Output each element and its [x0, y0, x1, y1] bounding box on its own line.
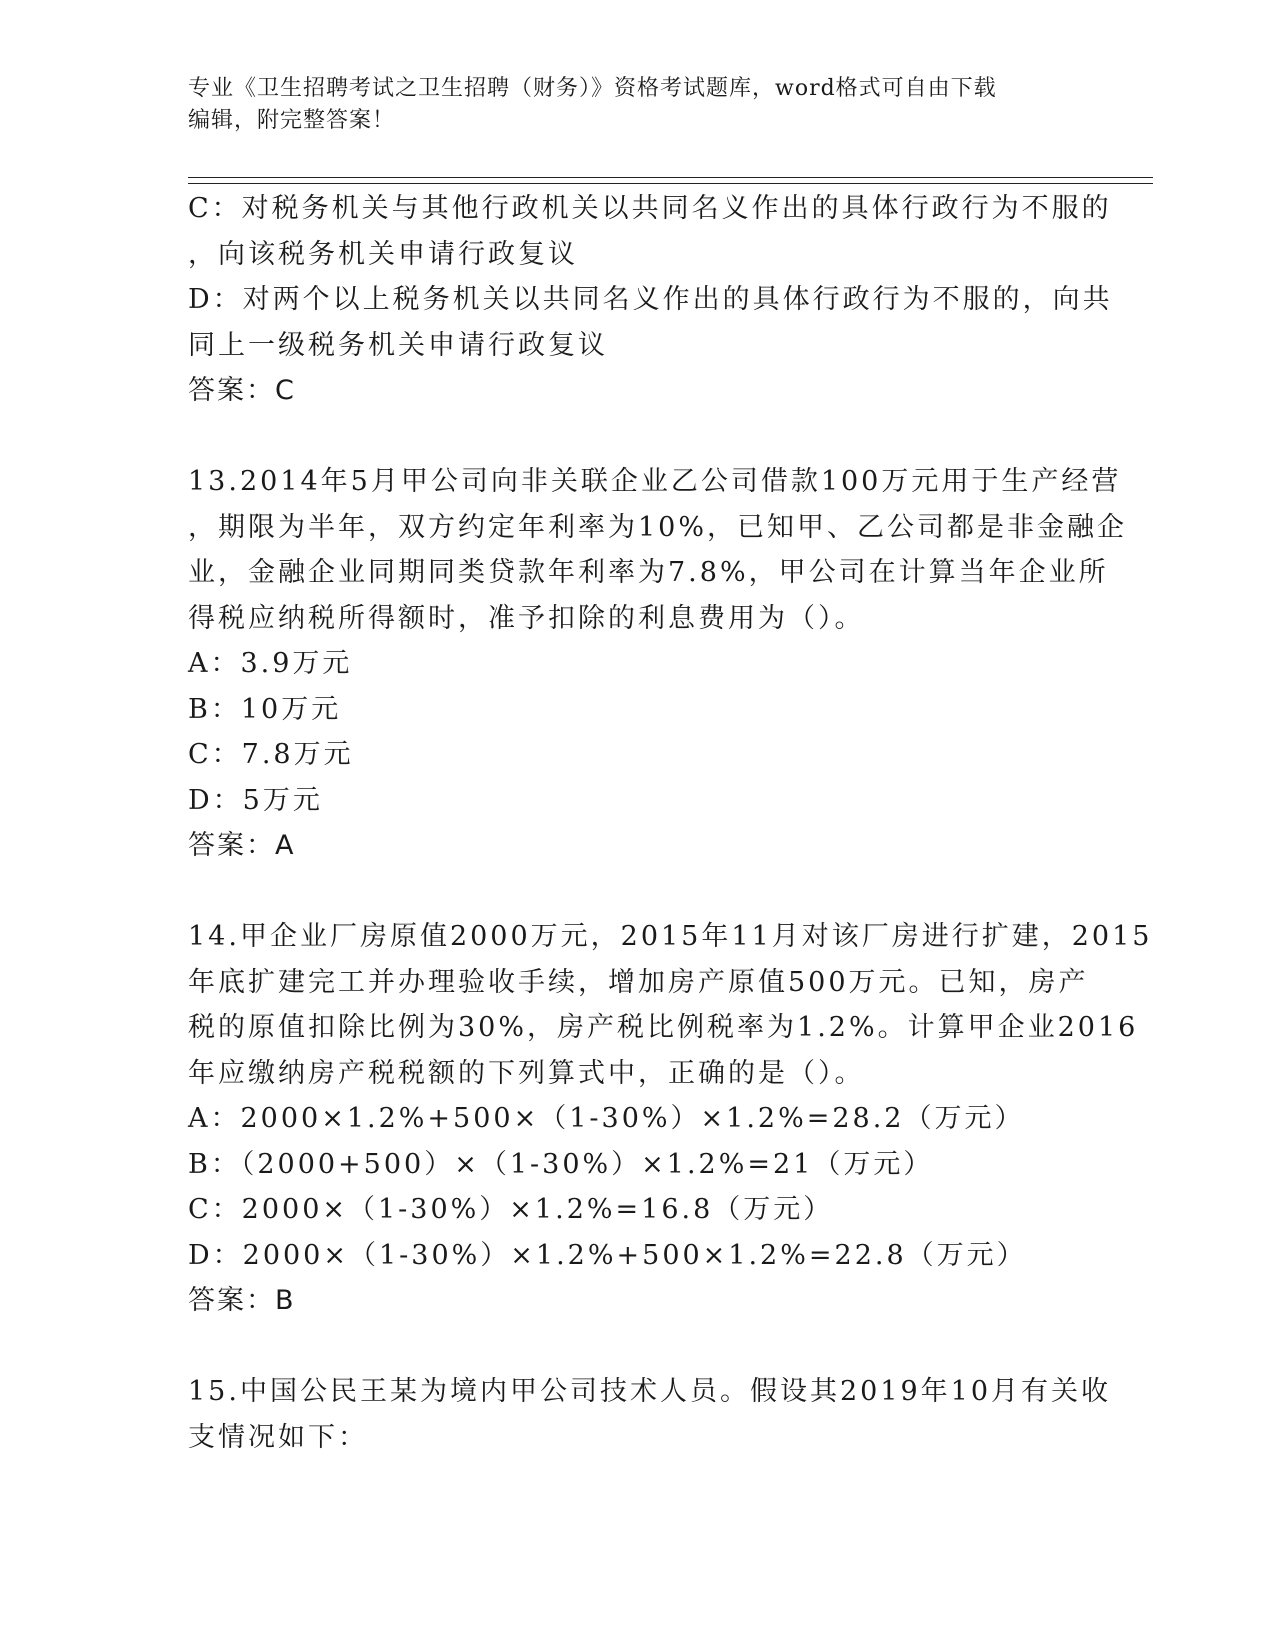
spacer	[188, 414, 1088, 460]
question-12-continued	[188, 186, 1113, 414]
document-header	[188, 73, 1068, 137]
question-13-stem-line-2: ，期限为半年，双方约定年利率为10%，已知甲、乙公司都是非金融企	[188, 511, 1128, 543]
question-13-stem-line-4: 得税应纳税所得额时，准予扣除的利息费用为（）。	[188, 602, 865, 634]
answer-14: 答案：B	[188, 1285, 296, 1316]
header-title-line-1: 专业《卫生招聘考试之卫生招聘（财务）》资格考试题库，word格式可自由下载	[188, 76, 997, 101]
question-15-stem-line-1: 15.中国公民王某为境内甲公司技术人员。假设其2019年10月有关收	[188, 1376, 1112, 1407]
question-14-option-b: B：（2000+500）×（1-30%）×1.2%=21（万元）	[188, 1148, 934, 1180]
answer-12: 答案：C	[188, 375, 296, 406]
option-c-line-2: ，向该税务机关申请行政复议	[188, 238, 578, 270]
answer-13: 答案：A	[188, 830, 296, 861]
question-13-stem-line-1: 13.2014年5月甲公司向非关联企业乙公司借款100万元用于生产经营	[188, 466, 1122, 497]
header-divider-bottom	[188, 183, 1153, 184]
question-14-stem-line-3: 税的原值扣除比例为30%，房产税比例税率为1.2%。计算甲企业2016	[188, 1012, 1139, 1043]
option-c-line-1: C：对税务机关与其他行政机关以共同名义作出的具体行政行为不服的	[188, 193, 1112, 224]
question-14-option-d: D：2000×（1-30%）×1.2%+500×1.2%=22.8（万元）	[188, 1239, 1027, 1271]
question-14	[188, 914, 1153, 1324]
question-14-option-c: C：2000×（1-30%）×1.2%=16.8（万元）	[188, 1194, 834, 1225]
spacer	[188, 1324, 1088, 1370]
question-13-option-c: C：7.8万元	[188, 739, 354, 770]
spacer	[188, 869, 1088, 915]
question-14-stem-line-4: 年应缴纳房产税税额的下列算式中，正确的是（）。	[188, 1057, 865, 1089]
question-13-option-d: D：5万元	[188, 784, 323, 816]
question-14-stem-line-2: 年底扩建完工并办理验收手续，增加房产原值500万元。已知，房产	[188, 966, 1089, 998]
question-13	[188, 459, 1128, 869]
question-13-option-b: B：10万元	[188, 693, 342, 725]
header-divider-top	[188, 177, 1153, 178]
option-d-line-2: 同上一级税务机关申请行政复议	[188, 329, 608, 361]
question-14-stem-line-1: 14.甲企业厂房原值2000万元，2015年11月对该厂房进行扩建，2015	[188, 921, 1153, 952]
document-body	[188, 186, 1153, 1460]
question-15	[188, 1369, 1112, 1460]
question-15-stem-line-2: 支情况如下：	[188, 1421, 368, 1453]
option-d-line-1: D：对两个以上税务机关以共同名义作出的具体行政行为不服的，向共	[188, 284, 1113, 315]
question-13-option-a: A：3.9万元	[188, 648, 353, 679]
header-title-line-2: 编辑，附完整答案！	[188, 108, 396, 133]
question-14-option-a: A：2000×1.2%+500×（1-30%）×1.2%=28.2（万元）	[188, 1103, 1025, 1134]
question-13-stem-line-3: 业，金融企业同期同类贷款年利率为7.8%，甲公司在计算当年企业所	[188, 557, 1109, 588]
